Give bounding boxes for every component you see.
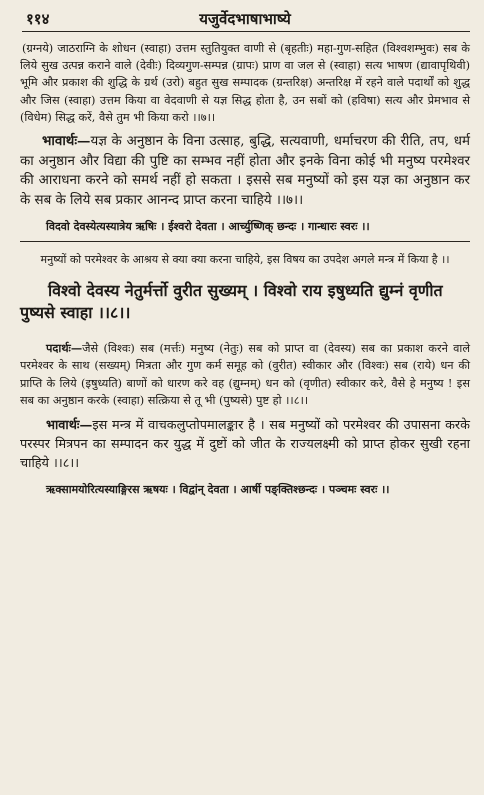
header-rule bbox=[22, 31, 470, 32]
mantra-introduction: मनुष्यों को परमेश्‍वर के आश्रय से क्या क्या करना चाहिये, इस विषय का उपदेश अगले मन्त्र में किया है ।। bbox=[40, 253, 450, 267]
commentary-paragraph: (ग्रग्नये) जाठराग्नि के शोधन (स्वाहा) उत्तम स्तुतियुक्त वाणी से (बृहतीः) महा-गुण-सहित (विश्‍वशम्भुवः) सब के लिये सुख उत्पन्न कराने वाले (देवीः) दिव्यगुण-सम्पन्न (ग्रापः) प्राण वा जल से (स्वाहा) सत्य भाषण (द्यावापृथिवी) भूमि और प्रकाश की शुद्धि के ग्रर्थ (उरो) बहुत सुख सम्पादक (ग्रन्तरिक्ष) अन्तरिक्ष में रहने वाले पदार्थों को शुद्ध और जिस (स्वाहा) उत्तम किया वा वेदवाणी से यज्ञ सिद्ध होता है, उन सबों को (हविषा) सत्य और प्रेमभाव से (विधेम) सिद्ध करें, वैसे तुम भी किया करो ।।७।। bbox=[20, 42, 470, 124]
padartha-paragraph bbox=[20, 340, 470, 410]
page-header bbox=[20, 0, 470, 34]
mantra-text: विश्‍वो देवस्य नेतुर्मर्त्तो वुरीत सुख्यम् । विश्‍वो राय इषुध्यति द्युम्नं वृणीत पुष्यसे स्वाहा ।।८।। bbox=[20, 280, 443, 322]
padartha-label: पदार्थः— bbox=[46, 340, 83, 355]
rishi-devata-line-9: ऋक्सामयोरित्यस्याङ्गिरस ऋषयः । विद्वांन् देवता । आर्षी पङ्क्तिश्छन्दः । पञ्चमः स्वरः ।। bbox=[46, 482, 390, 496]
running-title: यजुर्वेदभाषाभाष्ये bbox=[199, 10, 291, 28]
bhavartha-paragraph-7 bbox=[20, 132, 470, 210]
section-divider bbox=[20, 241, 470, 242]
padartha-text: जैसे (विश्‍वः) सब (मर्त्तः) मनुष्य (नेतुः) सब को प्राप्त वा (देवस्य) सब का प्रकाश करने वाले परमेश्‍वर के साथ (सख्यम्) मित्रता और गुण कर्म समूह को (वुरीत) स्वीकार और (विश्‍वः) सब (राये) धन की प्राप्ति के लिये (इषुध्यति) बाणों को धारण करे वह (द्युम्नम्) धन को (वृणीत) स्वीकार करे, वैसे हे मनुष्य ! इस सब का अनुष्ठान करके (स्वाहा) सत्क्रिया से तू भी (पुष्यसे) पुष्ट हो ।।८।। bbox=[20, 341, 470, 408]
bhavartha-paragraph-8 bbox=[20, 416, 470, 473]
bhavartha-label: भावार्थः— bbox=[42, 133, 91, 150]
bhavartha-label: भावार्थः— bbox=[46, 417, 93, 433]
bhavartha-text: इस मन्त्र में वाचकलुप्तोपमालङ्कार है । सब मनुष्यों को परमेश्‍वर की उपासना करके परस्पर मित्रपन का सम्पादन कर युद्ध में दुष्टों को जीत के राज्यलक्ष्मी को प्राप्त होकर सुखी रहना चाहिये ।।८।। bbox=[20, 417, 470, 471]
page-number: ११४ bbox=[26, 10, 50, 28]
rishi-devata-line-8: विदवो देवस्येत्यस्यात्रेय ऋषिः । ईश्‍वरो देवता । आर्च्युष्णिक् छन्दः । गान्धारः स्वरः ।। bbox=[46, 220, 370, 234]
bhavartha-text: यज्ञ के अनुष्ठान के विना उत्साह, बुद्धि, सत्यवाणी, धर्माचरण की रीति, तप, धर्म का अनुष्ठान और विद्या की पुष्टि का सम्भव नहीं होता और इनके विना कोई भी मनुष्य परमेश्‍वर की आराधना करने को समर्थ नहीं हो सकता । इससे सब मनुष्यों को इस यज्ञ का अनुष्ठान कर के सब के लिये सब प्रकार आनन्द प्राप्त करना चाहिये ।।७।। bbox=[20, 134, 470, 208]
